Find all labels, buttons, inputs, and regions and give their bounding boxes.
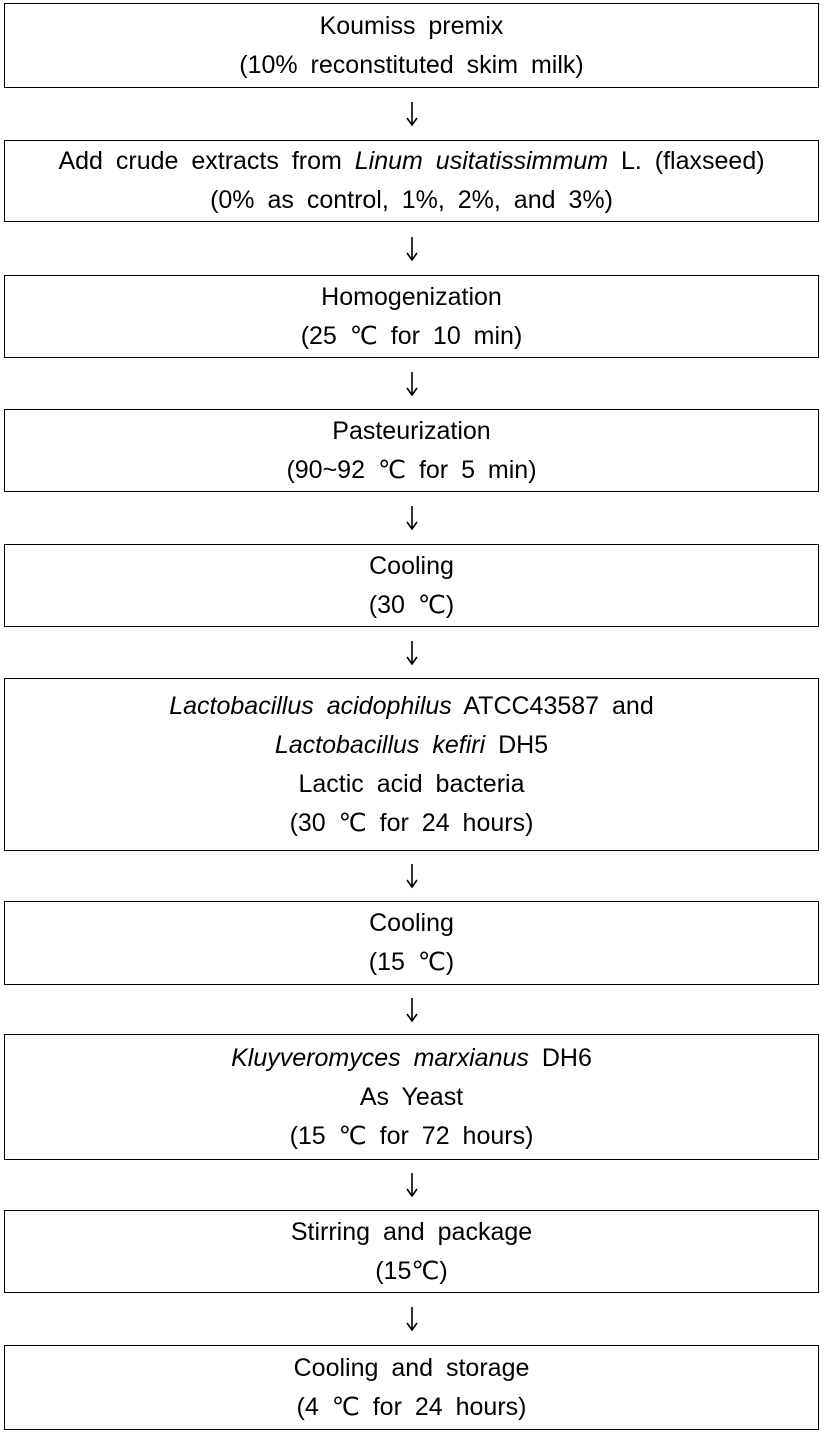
- down-arrow-icon: [402, 863, 422, 889]
- step-text: Pasteurization: [332, 416, 491, 445]
- step-text-line: [360, 1078, 463, 1117]
- down-arrow-icon: [402, 1172, 422, 1198]
- process-step-box: [4, 901, 819, 985]
- step-text-line: [375, 1252, 448, 1291]
- step-text: (15 ℃): [368, 948, 455, 976]
- step-text: DH5: [485, 730, 549, 759]
- step-text: Stirring and package: [290, 1217, 533, 1246]
- step-text-line: [321, 278, 502, 317]
- step-text-line: [369, 586, 454, 625]
- process-step-box: [4, 678, 819, 851]
- step-text-line: [298, 765, 524, 804]
- down-arrow-icon: [402, 505, 422, 531]
- process-step-box: [4, 140, 819, 222]
- down-arrow-icon: [402, 236, 422, 262]
- process-step-box: [4, 275, 819, 358]
- step-text-line: [231, 1039, 592, 1078]
- process-step-box: [4, 1034, 819, 1160]
- italic-species-name: Kluyveromyces marxianus: [231, 1043, 529, 1072]
- down-arrow-icon: [402, 371, 422, 397]
- step-text: Homogenization: [321, 282, 502, 311]
- step-text-line: [290, 804, 534, 843]
- step-text: DH6: [528, 1043, 592, 1072]
- step-text: Lactic acid bacteria: [298, 769, 525, 798]
- process-step-box: [4, 3, 819, 88]
- process-step-box: [4, 544, 819, 627]
- step-text: ATCC43587 and: [451, 691, 654, 720]
- step-text-line: [332, 412, 490, 451]
- italic-species-name: Linum usitatissimmum: [354, 147, 609, 175]
- step-text: (30 ℃ for 24 hours): [289, 808, 534, 837]
- down-arrow-icon: [402, 997, 422, 1023]
- step-text-line: [301, 317, 523, 356]
- step-text-line: [294, 1349, 530, 1388]
- step-text: (15 ℃ for 72 hours): [289, 1121, 534, 1150]
- step-text-line: [369, 904, 454, 943]
- step-text-line: [291, 1213, 532, 1252]
- italic-species-name: Lactobacillus kefiri: [274, 730, 486, 759]
- step-text-line: [239, 46, 583, 85]
- step-text-line: [210, 181, 613, 220]
- step-text: Koumiss premix: [319, 11, 504, 40]
- step-text-line: [275, 726, 548, 765]
- step-text: (4 ℃ for 24 hours): [296, 1392, 527, 1421]
- step-text-line: [369, 547, 454, 586]
- process-step-box: [4, 1345, 819, 1430]
- step-text-line: [286, 451, 536, 490]
- down-arrow-icon: [402, 640, 422, 666]
- step-text: (0% as control, 1%, 2%, and 3%): [210, 186, 613, 214]
- italic-species-name: Lactobacillus acidophilus: [169, 691, 452, 720]
- down-arrow-icon: [402, 1306, 422, 1332]
- step-text: L. (flaxseed): [608, 147, 765, 175]
- step-text-line: [169, 687, 654, 726]
- step-text: (90~92 ℃ for 5 min): [286, 455, 537, 484]
- step-text: (30 ℃): [368, 590, 455, 619]
- step-text-line: [58, 142, 764, 181]
- step-text-line: [320, 7, 504, 46]
- step-text: (15℃): [375, 1256, 448, 1285]
- step-text-line: [290, 1117, 534, 1156]
- step-text: (10% reconstituted skim milk): [239, 50, 584, 79]
- process-step-box: [4, 409, 819, 492]
- step-text-line: [297, 1388, 527, 1427]
- step-text: As Yeast: [359, 1082, 464, 1111]
- process-step-box: [4, 1210, 819, 1293]
- step-text: Add crude extracts from: [58, 147, 355, 175]
- step-text: Cooling: [369, 551, 454, 580]
- step-text: (25 ℃ for 10 min): [300, 321, 523, 350]
- step-text: Cooling and storage: [293, 1353, 530, 1382]
- step-text-line: [369, 943, 454, 982]
- down-arrow-icon: [402, 101, 422, 127]
- step-text: Cooling: [369, 909, 454, 937]
